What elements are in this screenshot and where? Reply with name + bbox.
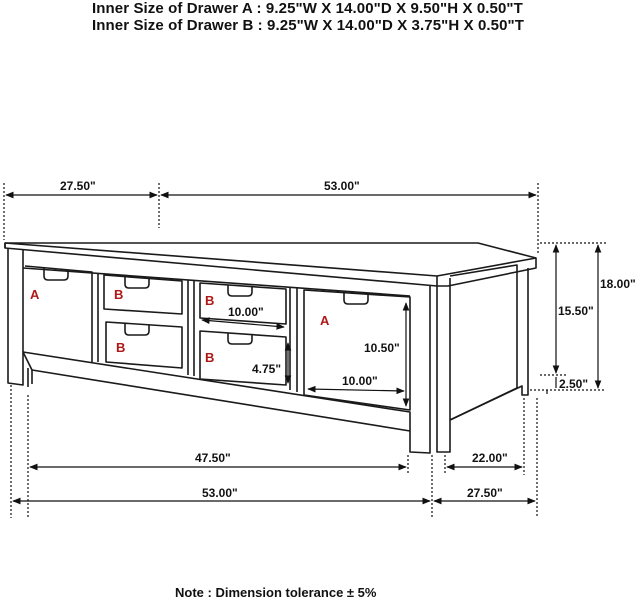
dim-drawer-b-width: 10.00" [228,305,264,319]
dim-top-main-width: 53.00" [324,179,360,193]
drawer-label-b-2: B [116,340,126,355]
dim-leg-clearance: 2.50" [559,377,589,391]
dim-drawer-b-height: 4.75" [252,362,282,376]
drawer-label-b-4: B [205,350,215,365]
dim-inner-width: 47.50" [195,451,231,465]
dim-table-height: 18.00" [600,277,636,291]
drawer-a-size-text: Inner Size of Drawer A : 9.25"W X 14.00"D X 9.50"H X 0.50"T [92,0,523,17]
dim-drawer-a-height: 10.50" [364,341,400,355]
dim-body-height: 15.50" [558,304,594,318]
dim-total-width: 53.00" [202,486,238,500]
dim-drawer-a-width: 10.00" [342,374,378,388]
drawer-label-b-1: B [114,287,124,302]
dimension-lines [4,183,606,518]
dim-top-left-width: 27.50" [60,179,96,193]
drawer-label-a-left: A [30,287,40,302]
drawer-b-size-text: Inner Size of Drawer B : 9.25"W X 14.00"D X 3.75"H X 0.50"T [92,17,525,34]
tolerance-note: Note : Dimension tolerance ± 5% [175,585,377,600]
dim-total-depth: 27.50" [467,486,503,500]
drawer-label-b-3: B [205,293,215,308]
table-outline [5,243,536,453]
drawer-label-a-right: A [320,313,330,328]
dim-side-inner-depth: 22.00" [472,451,508,465]
